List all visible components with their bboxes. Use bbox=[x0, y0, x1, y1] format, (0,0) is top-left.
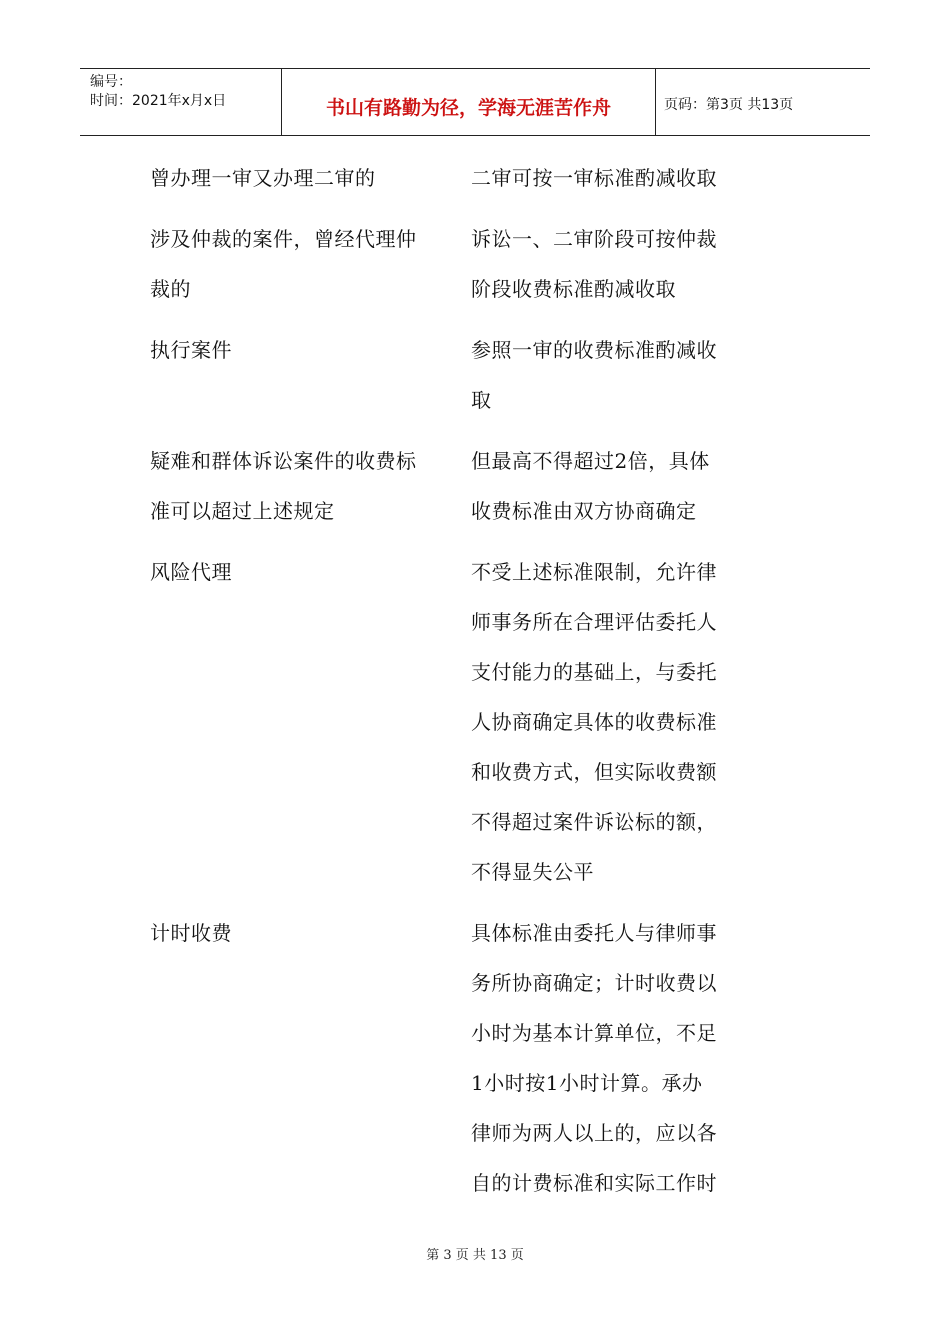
fee-rule-line: 具体标准由委托人与律师事 bbox=[471, 921, 717, 945]
header-page-info: 页码：第3页 共13页 bbox=[664, 97, 794, 113]
fee-rule-line: 不得超过案件诉讼标的额， bbox=[471, 810, 717, 834]
fee-rule-line: 参照一审的收费标准酌减收 bbox=[471, 338, 717, 362]
case-type-cell bbox=[150, 325, 450, 375]
fee-rule-line: 和收费方式，但实际收费额 bbox=[471, 760, 717, 784]
fee-rule-cell bbox=[471, 214, 761, 314]
case-type-line: 风险代理 bbox=[150, 560, 232, 584]
case-type-line: 执行案件 bbox=[150, 338, 232, 362]
case-type-cell bbox=[150, 908, 450, 958]
fee-rule-cell bbox=[471, 908, 761, 1208]
fee-rule-line: 二审可按一审标准酌减收取 bbox=[471, 166, 717, 190]
doc-time-label: 时间：2021年x月x日 bbox=[90, 93, 227, 109]
doc-number-label: 编号： bbox=[90, 74, 132, 90]
page-header bbox=[80, 68, 870, 136]
case-type-line: 疑难和群体诉讼案件的收费标 bbox=[150, 449, 417, 473]
case-type-line: 裁的 bbox=[150, 277, 191, 301]
fee-rule-line: 师事务所在合理评估委托人 bbox=[471, 610, 717, 634]
fee-rule-line: 小时为基本计算单位，不足 bbox=[471, 1021, 717, 1045]
fee-rule-cell bbox=[471, 153, 761, 203]
header-meta bbox=[80, 69, 282, 135]
fee-rule-line: 不得显失公平 bbox=[471, 860, 594, 884]
fee-rule-cell bbox=[471, 436, 761, 536]
fee-rule-line: 1小时按1小时计算。承办 bbox=[471, 1071, 703, 1095]
fee-rule-line: 阶段收费标准酌减收取 bbox=[471, 277, 676, 301]
header-motto: 书山有路勤为径，学海无涯苦作舟 bbox=[282, 69, 656, 135]
fee-rule-line: 不受上述标准限制，允许律 bbox=[471, 560, 717, 584]
fee-rule-line: 取 bbox=[471, 388, 492, 412]
case-type-cell bbox=[150, 214, 450, 314]
fee-rule-line: 支付能力的基础上，与委托 bbox=[471, 660, 717, 684]
case-type-line: 计时收费 bbox=[150, 921, 232, 945]
fee-rule-line: 人协商确定具体的收费标准 bbox=[471, 710, 717, 734]
case-type-line: 涉及仲裁的案件，曾经代理仲 bbox=[150, 227, 417, 251]
case-type-cell bbox=[150, 547, 450, 597]
fee-rule-line: 律师为两人以上的，应以各 bbox=[471, 1121, 717, 1145]
case-type-cell bbox=[150, 153, 450, 203]
fee-rule-line: 但最高不得超过2倍，具体 bbox=[471, 449, 710, 473]
fee-rule-line: 自的计费标准和实际工作时 bbox=[471, 1171, 717, 1195]
case-type-line: 曾办理一审又办理二审的 bbox=[150, 166, 376, 190]
fee-rule-line: 务所协商确定；计时收费以 bbox=[471, 971, 717, 995]
page-footer: 第 3 页 共 13 页 bbox=[426, 1248, 524, 1263]
fee-rule-cell bbox=[471, 547, 761, 897]
case-type-line: 准可以超过上述规定 bbox=[150, 499, 335, 523]
case-type-cell bbox=[150, 436, 450, 536]
fee-rule-cell bbox=[471, 325, 761, 425]
fee-rule-line: 诉讼一、二审阶段可按仲裁 bbox=[471, 227, 717, 251]
fee-rule-line: 收费标准由双方协商确定 bbox=[471, 499, 697, 523]
